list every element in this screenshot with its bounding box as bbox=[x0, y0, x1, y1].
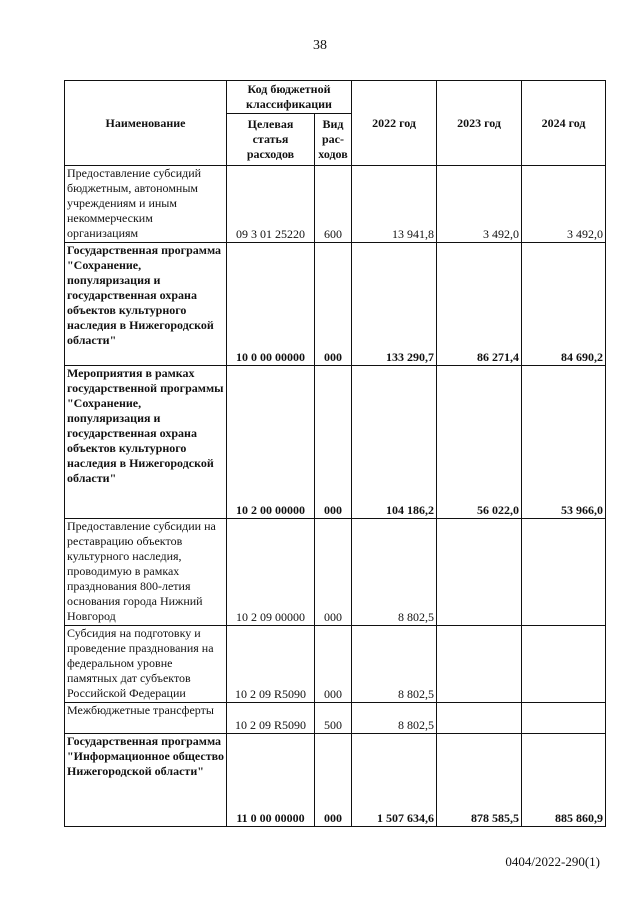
table-row bbox=[65, 243, 606, 366]
row-2024 bbox=[522, 626, 606, 703]
row-expense-type: 600 bbox=[315, 166, 352, 243]
row-name: Межбюджетные трансферты bbox=[65, 703, 227, 734]
row-2022: 8 802,5 bbox=[352, 519, 437, 626]
row-expense-type: 000 bbox=[315, 626, 352, 703]
row-2023 bbox=[437, 626, 522, 703]
page-number: 38 bbox=[313, 38, 327, 53]
row-name: Субсидия на подготовку и проведение празднования на федеральном уровне памятных дат субъектов Российской Федерации bbox=[65, 626, 227, 703]
row-2024: 84 690,2 bbox=[522, 243, 606, 366]
row-2023 bbox=[437, 703, 522, 734]
row-target-article: 10 2 09 00000 bbox=[227, 519, 315, 626]
row-2022: 13 941,8 bbox=[352, 166, 437, 243]
row-name: Мероприятия в рамках государственной программы "Сохранение, популяризация и государственная охрана объектов культурного наследия в Нижегородской области" bbox=[65, 366, 227, 519]
row-2024: 3 492,0 bbox=[522, 166, 606, 243]
row-2022: 8 802,5 bbox=[352, 626, 437, 703]
row-target-article: 10 2 09 R5090 bbox=[227, 703, 315, 734]
row-2024 bbox=[522, 703, 606, 734]
header-name: Наименование bbox=[65, 81, 227, 166]
row-2024 bbox=[522, 519, 606, 626]
row-name: Предоставление субсидии на реставрацию объектов культурного наследия, проводимую в рамках празднования 800-летия основания города Нижний Новгород bbox=[65, 519, 227, 626]
header-2024: 2024 год bbox=[522, 81, 606, 166]
table-row bbox=[65, 626, 606, 703]
row-2023: 86 271,4 bbox=[437, 243, 522, 366]
header-budget-code: Код бюджетной классификации bbox=[227, 81, 352, 114]
header-2022: 2022 год bbox=[352, 81, 437, 166]
table-row bbox=[65, 703, 606, 734]
budget-table bbox=[64, 80, 606, 827]
row-2023: 56 022,0 bbox=[437, 366, 522, 519]
table-row bbox=[65, 366, 606, 519]
header-2023: 2023 год bbox=[437, 81, 522, 166]
row-expense-type: 000 bbox=[315, 243, 352, 366]
row-name: Государственная программа "Сохранение, популяризация и государственная охрана объектов культурного наследия в Нижегородской области" bbox=[65, 243, 227, 366]
table-row bbox=[65, 519, 606, 626]
row-2023: 878 585,5 bbox=[437, 734, 522, 827]
row-expense-type: 000 bbox=[315, 519, 352, 626]
row-2024: 885 860,9 bbox=[522, 734, 606, 827]
row-expense-type: 500 bbox=[315, 703, 352, 734]
row-2024: 53 966,0 bbox=[522, 366, 606, 519]
row-name: Предоставление субсидий бюджетным, автономным учреждениям и иным некоммерческим организациям bbox=[65, 166, 227, 243]
row-expense-type: 000 bbox=[315, 734, 352, 827]
row-2022: 104 186,2 bbox=[352, 366, 437, 519]
document-code: 0404/2022-290(1) bbox=[505, 854, 600, 869]
row-target-article: 10 0 00 00000 bbox=[227, 243, 315, 366]
row-target-article: 10 2 09 R5090 bbox=[227, 626, 315, 703]
table-row bbox=[65, 734, 606, 827]
header-target-article: Целевая статья расходов bbox=[227, 114, 315, 166]
row-expense-type: 000 bbox=[315, 366, 352, 519]
row-2022: 133 290,7 bbox=[352, 243, 437, 366]
header-expense-type: Вид рас-ходов bbox=[315, 114, 352, 166]
row-target-article: 09 3 01 25220 bbox=[227, 166, 315, 243]
row-target-article: 11 0 00 00000 bbox=[227, 734, 315, 827]
table-row bbox=[65, 166, 606, 243]
row-2023: 3 492,0 bbox=[437, 166, 522, 243]
row-2023 bbox=[437, 519, 522, 626]
row-2022: 8 802,5 bbox=[352, 703, 437, 734]
row-target-article: 10 2 00 00000 bbox=[227, 366, 315, 519]
row-2022: 1 507 634,6 bbox=[352, 734, 437, 827]
row-name: Государственная программа "Информационное общество Нижегородской области" bbox=[65, 734, 227, 827]
